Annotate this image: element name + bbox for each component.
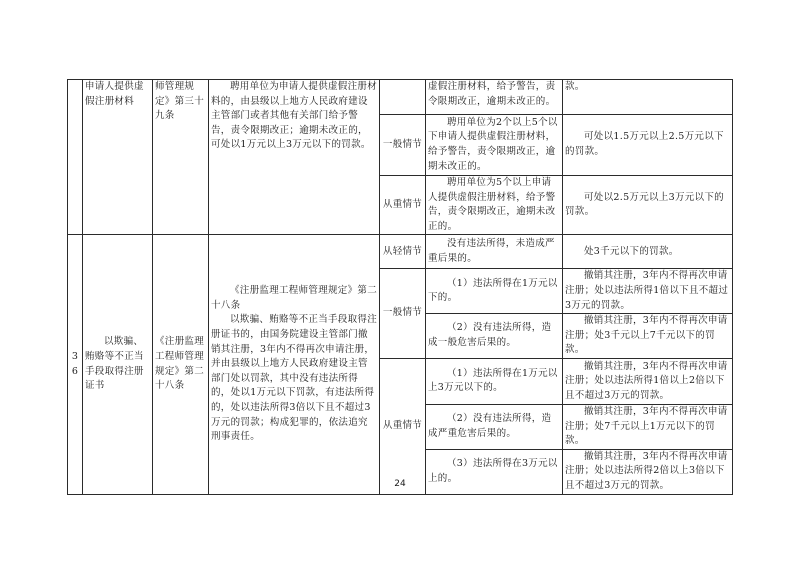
row35-cont-standard: 款。 bbox=[563, 80, 733, 115]
row36-general-2-circumstance: （2）没有违法所得，造成一般危害后果的。 bbox=[426, 314, 563, 359]
row35-general-circumstance: 聘用单位为2个以上5个以下申请人提供虚假注册材料，给予警告，责令限期改正，逾期未改正的。 bbox=[426, 115, 563, 176]
row35-basis: 师管理规定》第三十九条 bbox=[153, 80, 209, 235]
row35-number-cell bbox=[68, 80, 83, 235]
row35-severe-label: 从重情节 bbox=[380, 176, 426, 235]
row36-severe-2-standard: 撤销其注册，3年内不得再次申请注册；处7千元以上1万元以下的罚款。 bbox=[563, 404, 733, 449]
row36-content-title: 《注册监理工程师管理规定》第二十八条 bbox=[211, 285, 378, 311]
row36-severe-3-circumstance: （3）违法所得在3万元以上的。 bbox=[426, 449, 563, 494]
row35-general-label: 一般情节 bbox=[380, 115, 426, 176]
row36-general-1-circumstance: （1）违法所得在1万元以下的。 bbox=[426, 269, 563, 314]
row36-number: 36 bbox=[68, 235, 83, 494]
row35-content: 聘用单位为申请人提供虚假注册材料的，由县级以上地方人民政府建设主管部门或者其他有关部门给予警告，责令限期改正；逾期未改正的，可处以1万元以上3万元以下的罚款。 bbox=[209, 80, 380, 235]
row35-behavior: 申请人提供虚假注册材料 bbox=[83, 80, 153, 235]
row36-behavior: 以欺骗、贿赂等不正当手段取得注册证书 bbox=[83, 235, 153, 494]
row36-severe-2-circumstance: （2）没有违法所得，造成严重危害后果的。 bbox=[426, 404, 563, 449]
row36-severe-label: 从重情节 bbox=[380, 358, 426, 494]
row36-severe-1-standard: 撤销其注册，3年内不得再次申请注册；处以违法所得1倍以上2倍以下且不超过3万元的罚款。 bbox=[563, 358, 733, 404]
row36-content-cell bbox=[209, 235, 380, 494]
row35-cont-circumstance: 虚假注册材料，给予警告，责令限期改正，逾期未改正的。 bbox=[426, 80, 563, 115]
row35-cont-label-cell bbox=[380, 80, 426, 115]
row35-severe-standard: 可处以2.5万元以上3万元以下的罚款。 bbox=[563, 176, 733, 235]
row35-severe-circumstance: 聘用单位为5个以上申请人提供虚假注册材料，给予警告，责令限期改正，逾期未改正的。 bbox=[426, 176, 563, 235]
row36-severe-3-standard: 撤销其注册，3年内不得再次申请注册；处以违法所得2倍以上3倍以下且不超过3万元的罚款。 bbox=[563, 449, 733, 494]
row36-light-label: 从轻情节 bbox=[380, 235, 426, 269]
row36-general-1-standard: 撤销其注册，3年内不得再次申请注册；处以违法所得1倍以下且不超过3万元的罚款。 bbox=[563, 269, 733, 314]
row36-light-standard: 处3千元以下的罚款。 bbox=[563, 235, 733, 269]
page-number: 24 bbox=[394, 479, 406, 489]
row36-general-label: 一般情节 bbox=[380, 269, 426, 359]
row36-content-text: 以欺骗、贿赂等不正当手段取得注册证书的，由国务院建设主管部门撤销其注册，3年内不得再次申请注册，并由县级以上地方人民政府建设主管部门处以罚款，其中没有违法所得的，处以1万元以下罚款，有违法所得的，处以违法所得3倍以下且不超过3万元的罚款；构成犯罪的，依法追究刑事责任。 bbox=[211, 314, 378, 443]
penalty-discretion-table bbox=[67, 79, 733, 495]
row36-severe-1-circumstance: （1）违法所得在1万元以上3万元以下的。 bbox=[426, 358, 563, 404]
row35-general-standard: 可处以1.5万元以上2.5万元以下的罚款。 bbox=[563, 115, 733, 176]
row36-general-2-standard: 撤销其注册，3年内不得再次申请注册；处3千元以上7千元以下的罚款。 bbox=[563, 314, 733, 359]
row36-basis: 《注册监理工程师管理规定》第二十八条 bbox=[153, 235, 209, 494]
row36-light-circumstance: 没有违法所得，未造成严重后果的。 bbox=[426, 235, 563, 269]
